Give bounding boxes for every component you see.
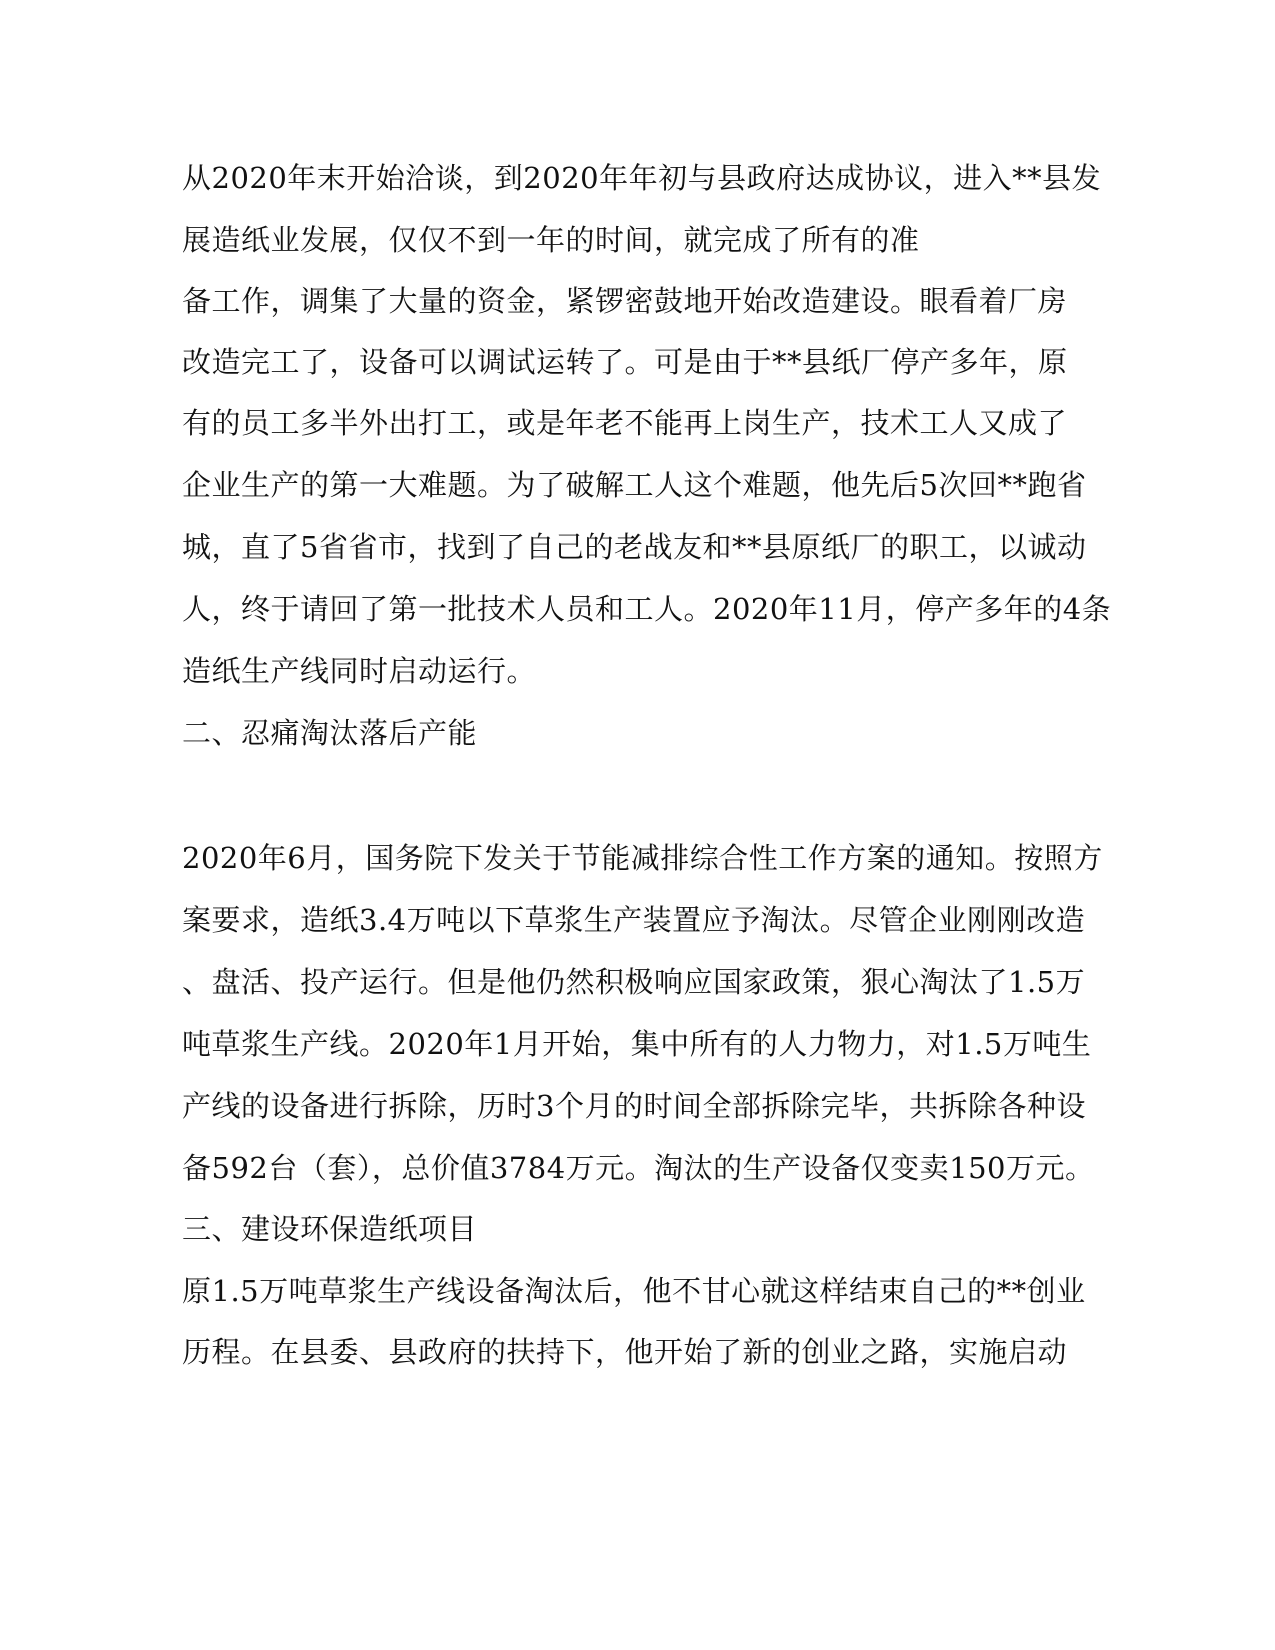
text-line-13: 、盘活、投产运行。但是他仍然积极响应国家政策，狠心淘汰了1.5万 [182,965,1086,999]
text-line-19: 历程。在县委、县政府的扶持下，他开始了新的创业之路，实施启动 [182,1335,1068,1369]
text-line-7: 城，直了5省省市，找到了自己的老战友和**县原纸厂的职工，以诚动 [182,530,1087,564]
text-line-6: 企业生产的第一大难题。为了破解工人这个难题，他先后5次回**跑省 [182,468,1087,502]
text-line-1: 从2020年末开始洽谈，到2020年年初与县政府达成协议，进入**县发 [182,161,1102,195]
text-line-8: 人，终于请回了第一批技术人员和工人。2020年11月，停产多年的4条 [182,592,1112,626]
section-heading-3: 三、建设环保造纸项目 [182,1212,478,1246]
text-line-16: 备592台（套），总价值3784万元。淘汰的生产设备仅变卖150万元。 [182,1151,1095,1185]
text-line-15: 产线的设备进行拆除，历时3个月的时间全部拆除完毕，共拆除各种设 [182,1089,1086,1123]
text-line-2: 展造纸业发展，仅仅不到一年的时间，就完成了所有的准 [182,223,920,257]
text-line-11: 2020年6月，国务院下发关于节能减排综合性工作方案的通知。按照方 [182,841,1103,875]
text-line-18: 原1.5万吨草浆生产线设备淘汰后，他不甘心就这样结束自己的**创业 [182,1274,1086,1308]
text-line-9: 造纸生产线同时启动运行。 [182,654,537,688]
text-line-4: 改造完工了，设备可以调试运转了。可是由于**县纸厂停产多年，原 [182,345,1068,379]
section-heading-2: 二、忍痛淘汰落后产能 [182,716,478,750]
text-line-5: 有的员工多半外出打工，或是年老不能再上岗生产，技术工人又成了 [182,406,1068,440]
text-line-12: 案要求，造纸3.4万吨以下草浆生产装置应予淘汰。尽管企业刚刚改造 [182,903,1086,937]
text-line-14: 吨草浆生产线。2020年1月开始，集中所有的人力物力，对1.5万吨生 [182,1027,1092,1061]
text-line-3: 备工作，调集了大量的资金，紧锣密鼓地开始改造建设。眼看着厂房 [182,284,1068,318]
